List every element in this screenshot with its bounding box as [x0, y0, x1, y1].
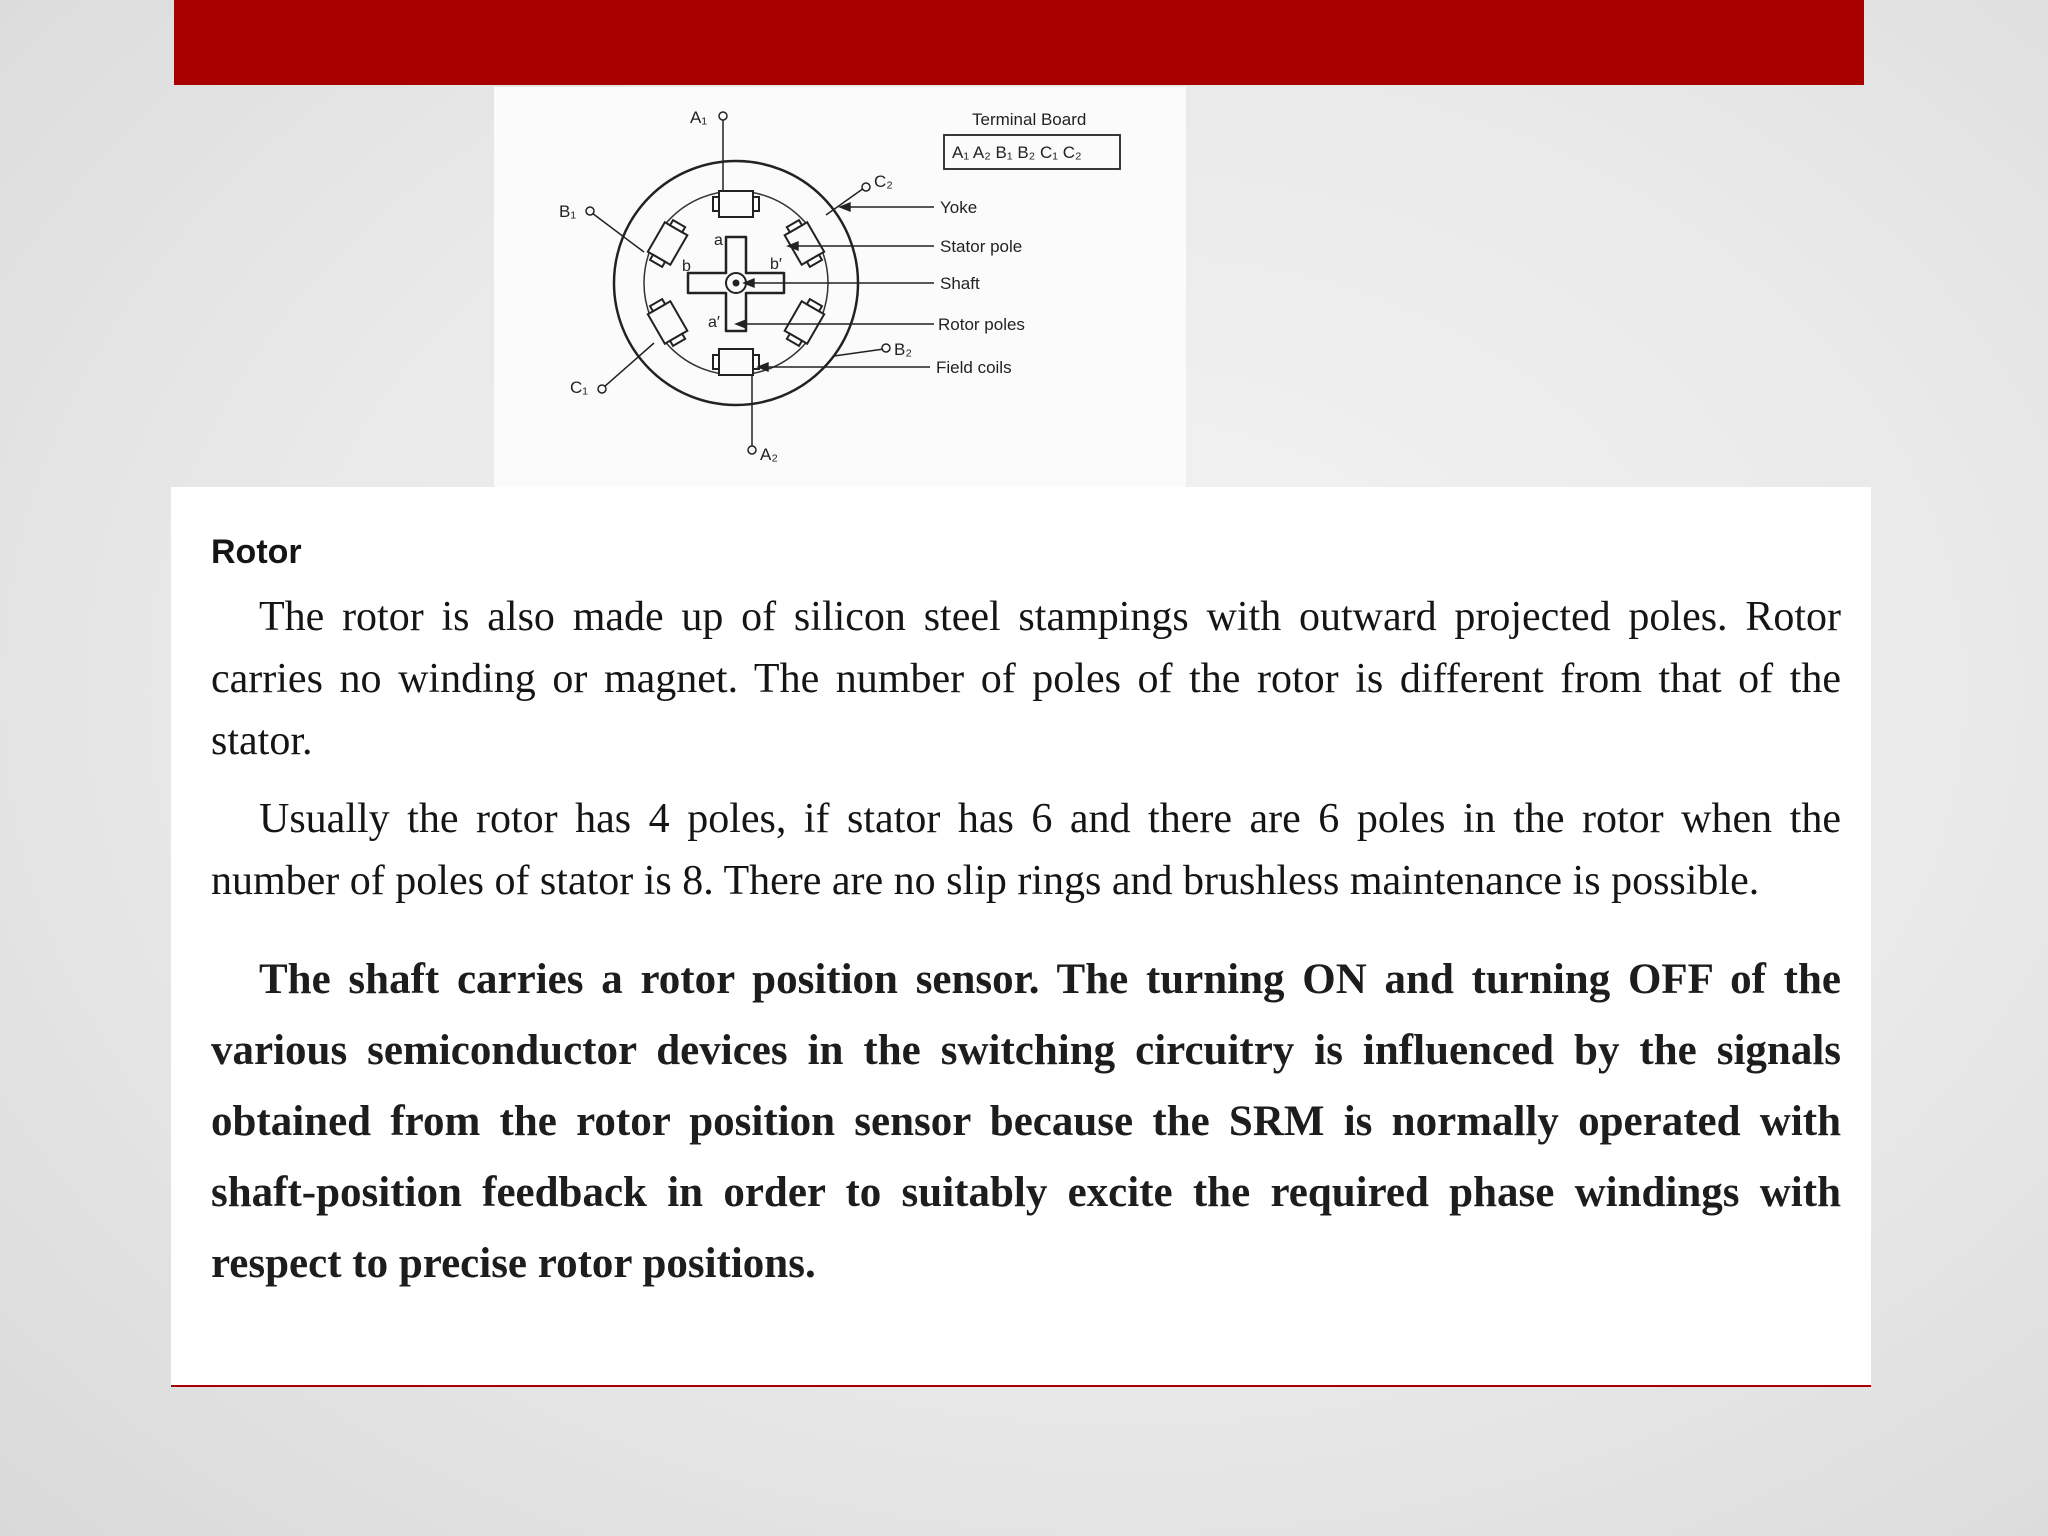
terminal-board-contents: A₁ A₂ B₁ B₂ C₁ C₂	[952, 143, 1082, 162]
callout-field-coils: Field coils	[936, 358, 1012, 377]
rotor-label-a-prime: a′	[708, 314, 720, 331]
terminal-a1-label: A₁	[690, 108, 708, 127]
stator-pole-b2	[782, 296, 828, 349]
terminal-c1-label: C₁	[570, 378, 589, 397]
title-bar	[174, 0, 1864, 85]
srm-diagram	[494, 87, 1186, 487]
stator-pole-c1	[645, 296, 691, 349]
callout-yoke: Yoke	[940, 198, 978, 217]
paragraph-rotor-construction: The rotor is also made up of silicon steel stampings with outward projected poles. Rotor carries no winding or magnet. The number of poles of the rotor is different from that of the stator.	[211, 594, 1841, 764]
section-heading: Rotor	[211, 533, 302, 571]
rotor-label-a: a	[714, 232, 723, 249]
stator-pole-a2	[713, 349, 759, 375]
shaft-center-dot	[733, 280, 740, 287]
terminal-b2-label: B₂	[894, 340, 912, 359]
callout-shaft: Shaft	[940, 274, 980, 293]
terminal-a2-label: A₂	[760, 445, 778, 464]
paragraph-position-sensor: The shaft carries a rotor position sensor. The turning ON and turning OFF of the various semiconductor devices in the switching circuitry is influenced by the signals obtained from the rotor position sensor because the SRM is normally operated with shaft-position feedback in order to suitably excite the required phase windings with respect to precise rotor positions.	[211, 956, 1841, 1287]
srm-cross-section	[494, 87, 1186, 487]
terminal-b1-label: B₁	[559, 202, 577, 221]
paragraph-rotor-poles: Usually the rotor has 4 poles, if stator has 6 and there are 6 poles in the rotor when the number of poles of stator is 8. There are no slip rings and brushless maintenance is possible.	[211, 796, 1841, 904]
terminal-board-title: Terminal Board	[972, 110, 1087, 129]
callout-rotor-poles: Rotor poles	[938, 315, 1025, 334]
terminal-c2-label: C₂	[874, 172, 893, 191]
text-panel	[171, 487, 1871, 1387]
rotor-label-b: b	[682, 258, 691, 275]
callout-stator-pole: Stator pole	[940, 237, 1023, 256]
stator-pole-c2	[782, 217, 828, 270]
stator-pole-a1	[713, 191, 759, 217]
rotor-label-b-prime: b′	[770, 256, 782, 273]
